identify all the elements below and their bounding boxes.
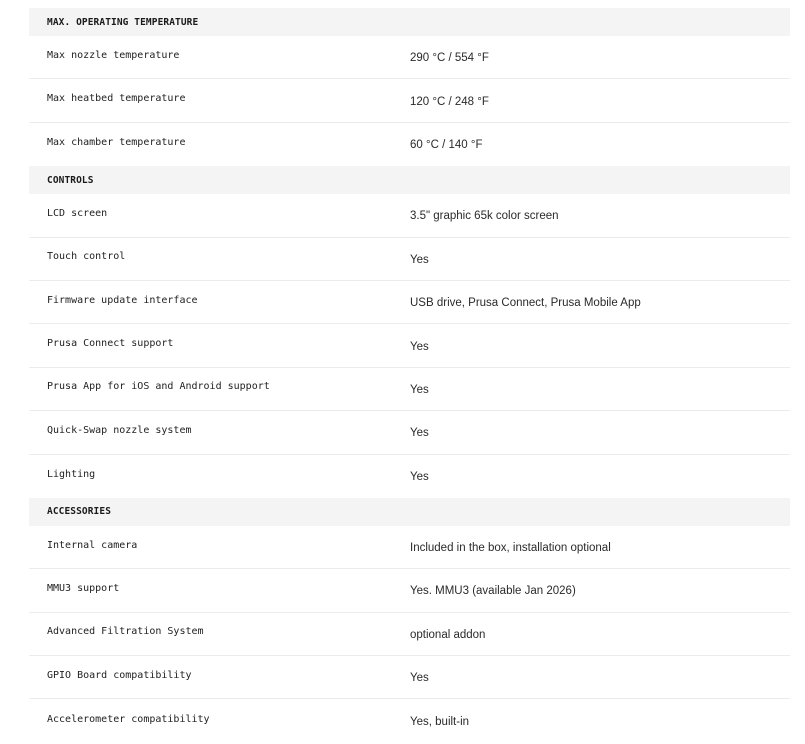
spec-label: Lighting <box>47 468 96 480</box>
spec-label: Advanced Filtration System <box>47 626 204 638</box>
spec-row-prusa-app-support <box>29 368 790 411</box>
spec-label: Accelerometer compatibility <box>47 713 210 725</box>
spec-row-quick-swap-nozzle <box>29 411 790 454</box>
spec-row-firmware-update-interface <box>29 281 790 324</box>
spec-value: Yes <box>410 253 429 266</box>
spec-row-internal-camera <box>29 526 790 569</box>
spec-value: 60 °C / 140 °F <box>410 139 483 152</box>
spec-label: MMU3 support <box>47 582 120 594</box>
spec-label: GPIO Board compatibility <box>47 669 192 681</box>
section-title: MAX. OPERATING TEMPERATURE <box>47 16 199 28</box>
section-header-max-operating-temperature <box>29 8 790 36</box>
section-header-controls <box>29 166 790 194</box>
spec-row-advanced-filtration-system <box>29 613 790 656</box>
spec-row-mmu3-support <box>29 569 790 612</box>
section-header-accessories <box>29 498 790 526</box>
spec-value: Yes <box>410 672 429 685</box>
spec-row-max-nozzle-temperature <box>29 36 790 79</box>
spec-table <box>29 8 790 743</box>
section-title: ACCESSORIES <box>47 506 112 518</box>
spec-value: 120 °C / 248 °F <box>410 95 489 108</box>
spec-value: USB drive, Prusa Connect, Prusa Mobile App <box>410 297 641 310</box>
spec-value: Yes <box>410 471 429 484</box>
spec-value: 290 °C / 554 °F <box>410 52 489 65</box>
spec-label: LCD screen <box>47 207 108 219</box>
spec-row-gpio-board-compatibility <box>29 656 790 699</box>
spec-label: Max nozzle temperature <box>47 49 180 61</box>
spec-label: Max chamber temperature <box>47 136 186 148</box>
spec-row-lcd-screen <box>29 194 790 237</box>
spec-value: Yes <box>410 340 429 353</box>
section-title: CONTROLS <box>47 174 94 186</box>
spec-label: Firmware update interface <box>47 294 198 306</box>
spec-label: Max heatbed temperature <box>47 93 186 105</box>
spec-row-touch-control <box>29 238 790 281</box>
spec-label: Prusa App for iOS and Android support <box>47 381 270 393</box>
spec-label: Touch control <box>47 251 126 263</box>
spec-row-lighting <box>29 455 790 498</box>
spec-value: Yes <box>410 427 429 440</box>
spec-label: Prusa Connect support <box>47 338 174 350</box>
spec-value: optional addon <box>410 628 486 641</box>
spec-value: 3.5" graphic 65k color screen <box>410 210 559 223</box>
spec-label: Internal camera <box>47 539 138 551</box>
spec-label: Quick-Swap nozzle system <box>47 424 192 436</box>
spec-value: Yes. MMU3 (available Jan 2026) <box>410 585 576 598</box>
spec-value: Yes, built-in <box>410 716 470 729</box>
spec-row-accelerometer-compatibility <box>29 699 790 742</box>
spec-value: Yes <box>410 383 429 396</box>
spec-row-max-heatbed-temperature <box>29 79 790 122</box>
spec-value: Included in the box, installation optional <box>410 542 611 555</box>
spec-row-max-chamber-temperature <box>29 123 790 166</box>
spec-row-prusa-connect-support <box>29 324 790 367</box>
